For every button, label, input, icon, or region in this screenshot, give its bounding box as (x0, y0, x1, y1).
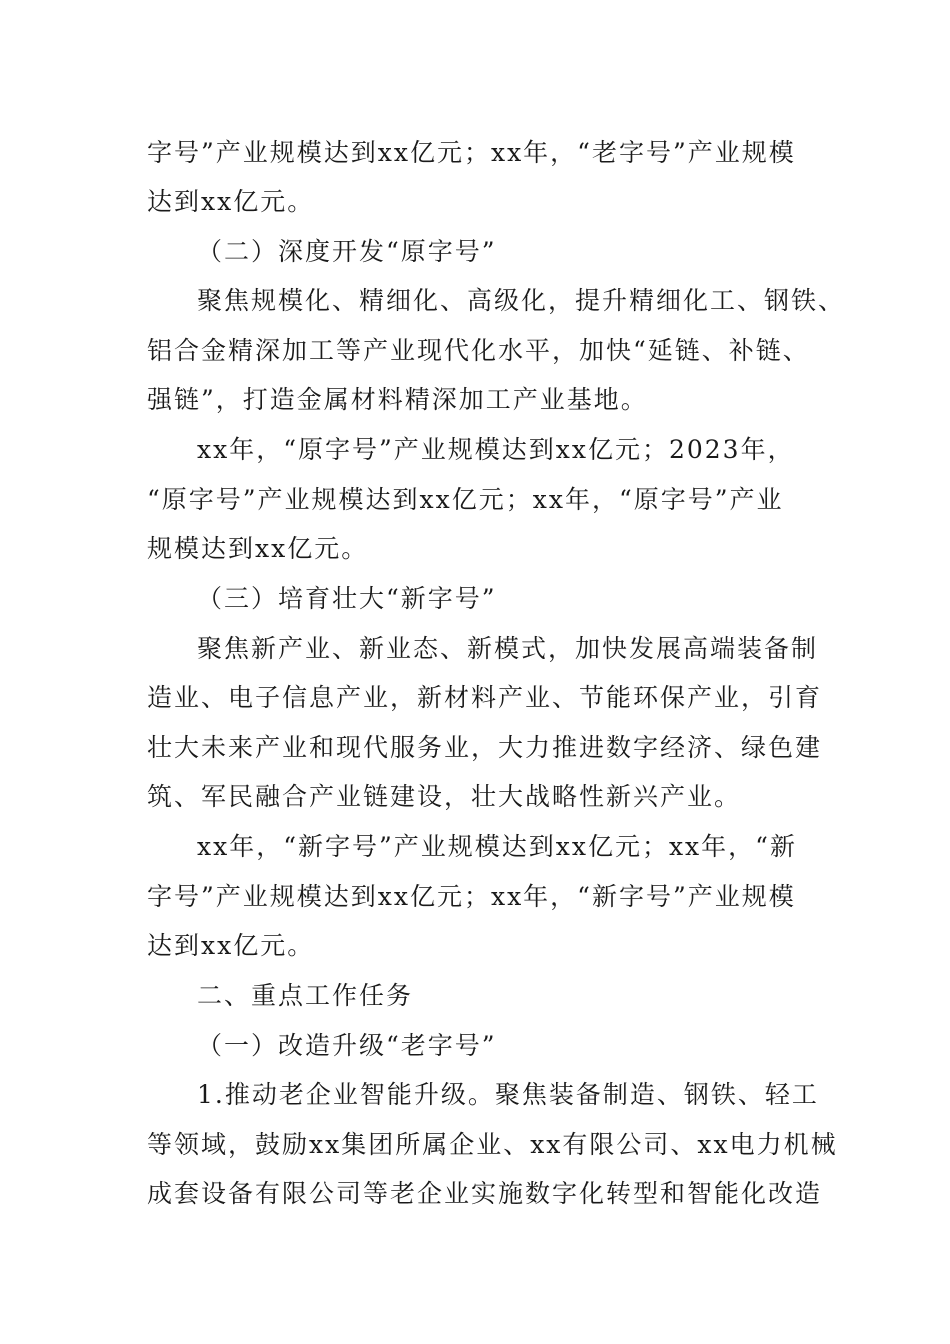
text-line: 聚焦规模化、精细化、高级化，提升精细化工、钢铁、 (197, 286, 846, 315)
text-line: xx年，“原字号”产业规模达到xx亿元；2023年， (197, 435, 795, 464)
text-line: xx年，“新字号”产业规模达到xx亿元；xx年，“新 (197, 832, 797, 861)
text-line: 筑、军民融合产业链建设，壮大战略性新兴产业。 (147, 782, 742, 811)
section-heading: （三）培育壮大“新字号” (197, 584, 497, 613)
text-line: 造业、电子信息产业，新材料产业、节能环保产业，引育 (147, 683, 823, 712)
text-line: 1.推动老企业智能升级。聚焦装备制造、钢铁、轻工 (197, 1080, 819, 1109)
text-line: 字号”产业规模达到xx亿元；xx年，“新字号”产业规模 (147, 882, 796, 911)
text-line: 达到xx亿元。 (147, 187, 315, 216)
text-line: 铝合金精深加工等产业现代化水平，加快“延链、补链、 (147, 336, 810, 365)
text-line: 规模达到xx亿元。 (147, 534, 369, 563)
text-line: 字号”产业规模达到xx亿元；xx年，“老字号”产业规模 (147, 138, 796, 167)
section-heading: （一）改造升级“老字号” (197, 1031, 497, 1060)
text-line: 成套设备有限公司等老企业实施数字化转型和智能化改造 (147, 1179, 823, 1208)
section-heading: 二、重点工作任务 (197, 981, 414, 1010)
section-heading: （二）深度开发“原字号” (197, 237, 497, 266)
text-line: 强链”，打造金属材料精深加工产业基地。 (147, 385, 648, 414)
text-line: 达到xx亿元。 (147, 931, 315, 960)
text-line: 壮大未来产业和现代服务业，大力推进数字经济、绿色建 (147, 733, 823, 762)
text-line: 等领域，鼓励xx集团所属企业、xx有限公司、xx电力机械 (147, 1130, 838, 1159)
text-line: “原字号”产业规模达到xx亿元；xx年，“原字号”产业 (147, 485, 784, 514)
text-line: 聚焦新产业、新业态、新模式，加快发展高端装备制 (197, 634, 819, 663)
